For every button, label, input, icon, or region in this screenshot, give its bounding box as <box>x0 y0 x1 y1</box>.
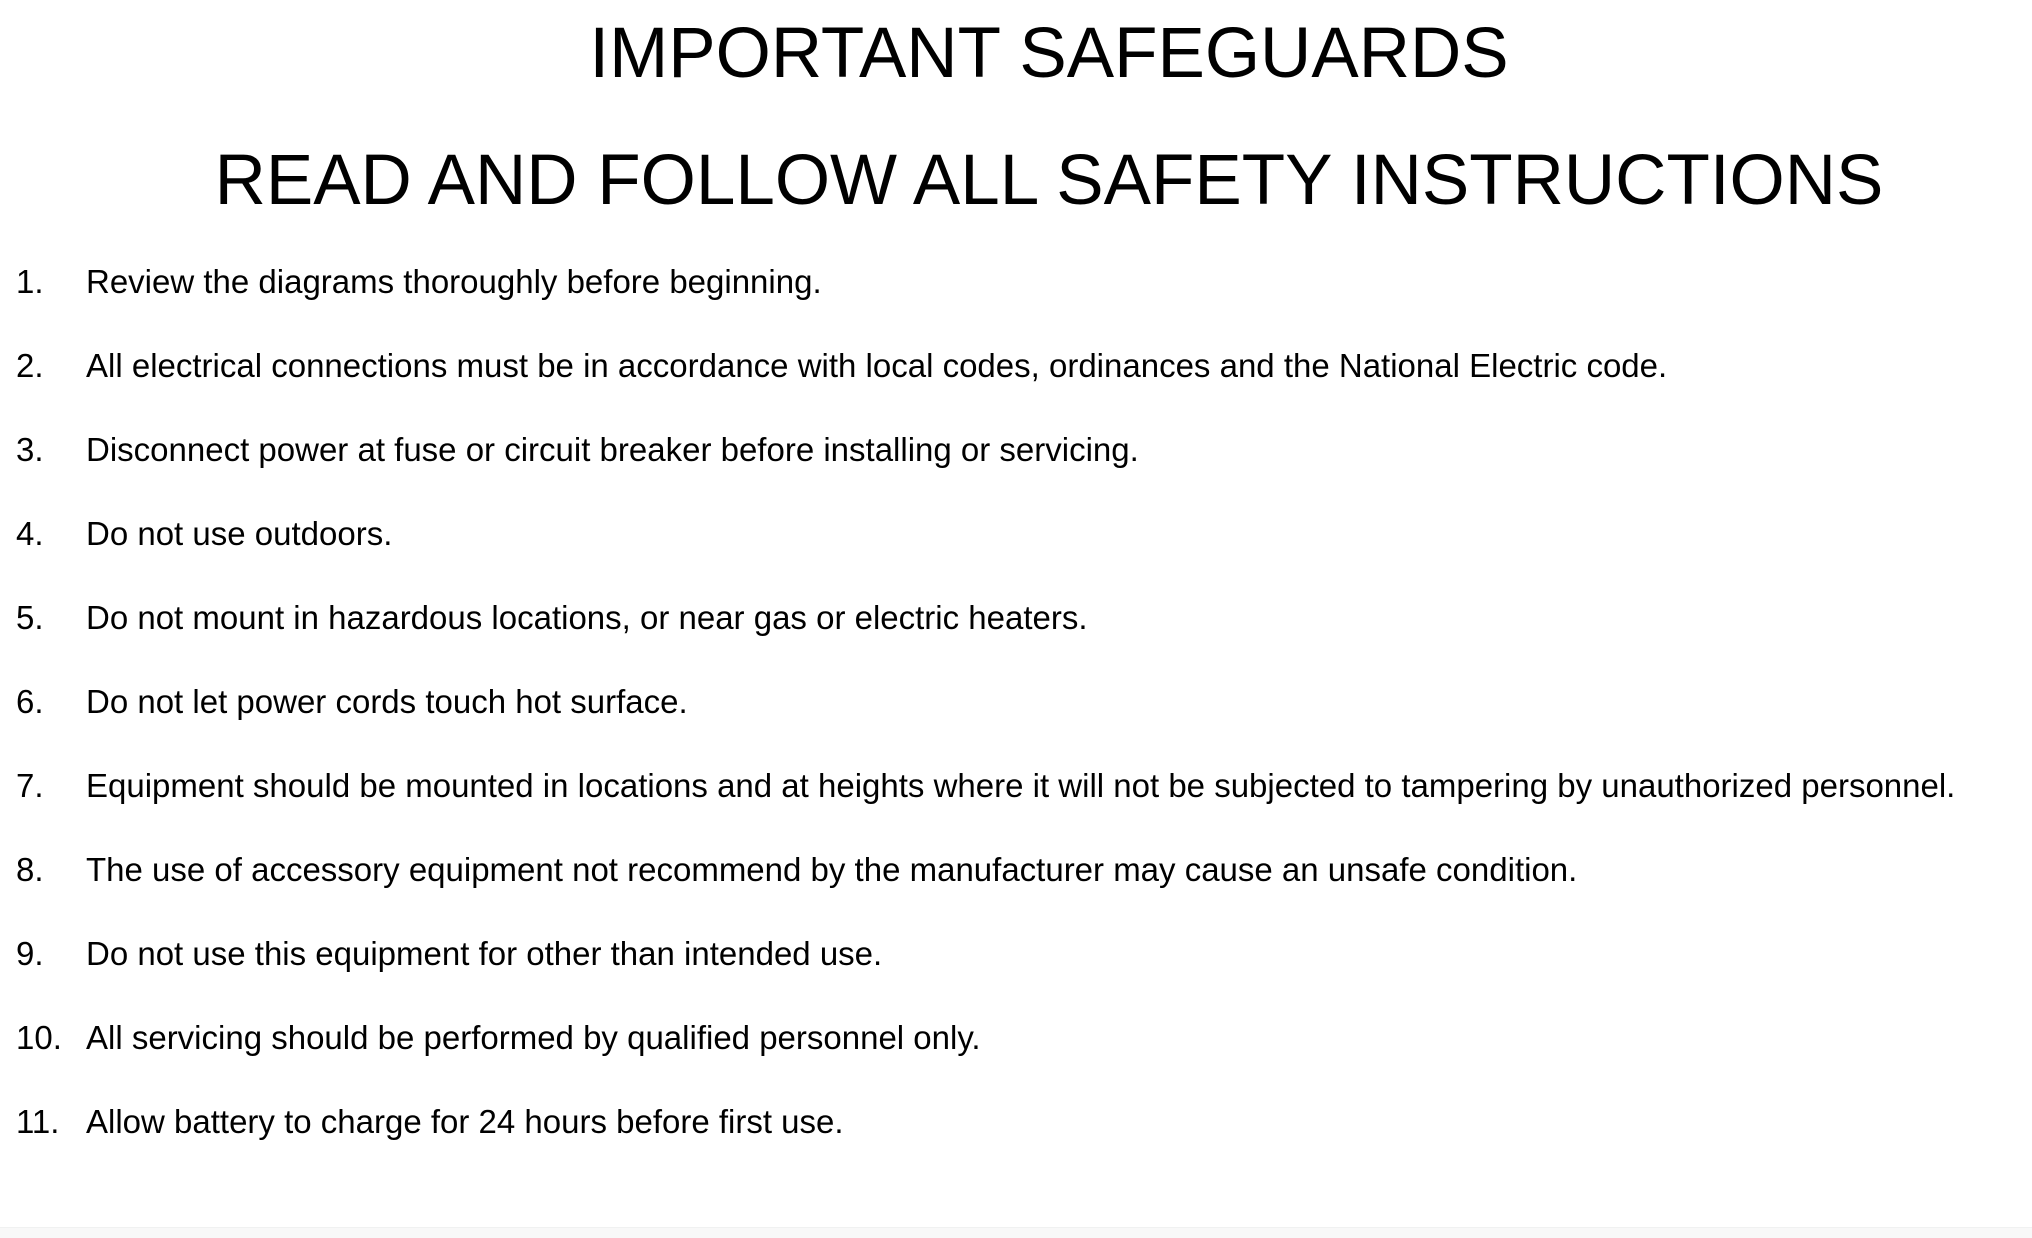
item-number: 11. <box>16 1103 60 1140</box>
page-edge-strip <box>0 1227 2032 1238</box>
item-text: Allow battery to charge for 24 hours before first use. <box>86 1103 844 1140</box>
item-text: Do not mount in hazardous locations, or near gas or electric heaters. <box>86 599 1088 636</box>
instruction-item <box>16 763 2024 808</box>
item-text: Review the diagrams thoroughly before beginning. <box>86 263 822 300</box>
item-number: 5. <box>16 599 44 636</box>
item-number: 2. <box>16 347 44 384</box>
instruction-item <box>16 1015 2024 1060</box>
item-number: 3. <box>16 431 44 468</box>
item-number: 7. <box>16 767 44 804</box>
item-number: 6. <box>16 683 44 720</box>
item-number: 8. <box>16 851 44 888</box>
instruction-item <box>16 1099 2024 1144</box>
item-text: Equipment should be mounted in locations and at heights where it will not be subjected to tampering by unauthorized personnel. <box>86 767 1956 804</box>
item-text: Disconnect power at fuse or circuit breaker before installing or servicing. <box>86 431 1139 468</box>
instruction-item <box>16 427 2024 472</box>
item-text: All electrical connections must be in accordance with local codes, ordinances and the National Electric code. <box>86 347 1668 384</box>
item-text: Do not let power cords touch hot surface. <box>86 683 688 720</box>
instruction-item <box>16 595 2024 640</box>
instruction-item <box>16 847 2024 892</box>
doc-title: IMPORTANT SAFEGUARDS <box>589 14 1509 93</box>
instruction-item <box>16 343 2024 388</box>
item-number: 4. <box>16 515 44 552</box>
item-number: 10. <box>16 1019 62 1056</box>
item-text: The use of accessory equipment not recommend by the manufacturer may cause an unsafe condition. <box>86 851 1578 888</box>
instruction-list <box>0 259 2032 1144</box>
item-number: 9. <box>16 935 44 972</box>
item-text: Do not use this equipment for other than intended use. <box>86 935 883 972</box>
instruction-item <box>16 511 2024 556</box>
item-text: Do not use outdoors. <box>86 515 393 552</box>
document-headings <box>66 0 2032 220</box>
item-text: All servicing should be performed by qualified personnel only. <box>86 1019 981 1056</box>
instruction-item <box>16 931 2024 976</box>
doc-subtitle: READ AND FOLLOW ALL SAFETY INSTRUCTIONS <box>214 141 1884 220</box>
instruction-item <box>16 259 2024 304</box>
item-number: 1. <box>16 263 44 300</box>
instruction-item <box>16 679 2024 724</box>
